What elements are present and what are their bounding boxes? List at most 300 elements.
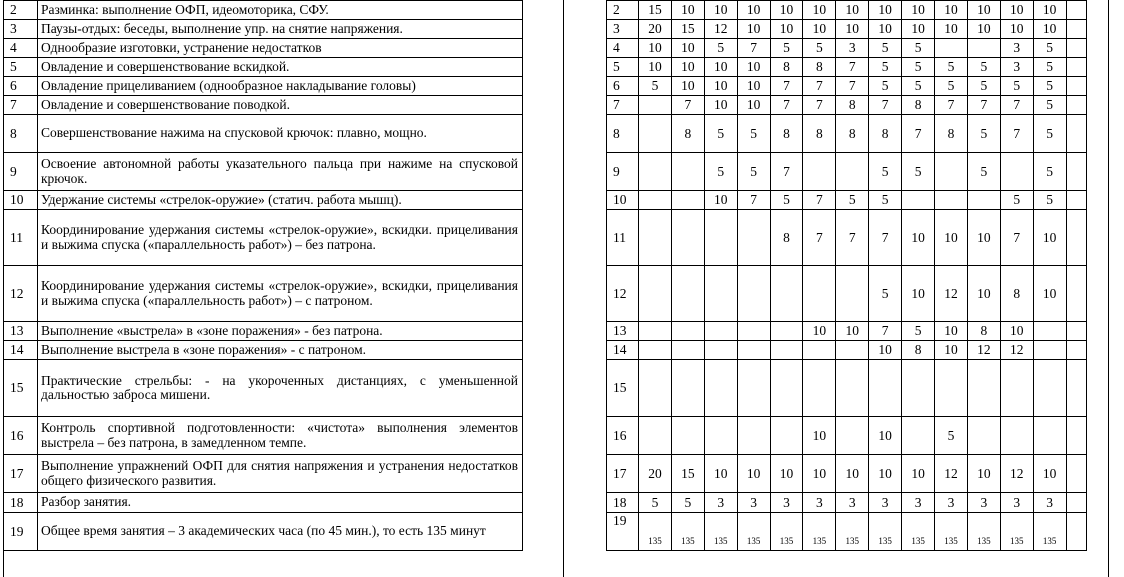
minutes-cell: 5: [639, 77, 672, 96]
minutes-cell: 5: [902, 39, 935, 58]
minutes-cell: 5: [1033, 153, 1066, 191]
minutes-cell: [704, 360, 737, 417]
minutes-cell: 8: [869, 115, 902, 153]
minutes-cell: 3: [1000, 493, 1033, 513]
minutes-cell: 10: [935, 341, 968, 360]
minutes-cell: 5: [1033, 58, 1066, 77]
empty-cell: [1066, 77, 1086, 96]
minutes-cell: [737, 341, 770, 360]
minutes-cell: 3: [836, 493, 869, 513]
minutes-cell: 10: [902, 1, 935, 20]
exercise-description: Выполнение выстрела в «зоне поражения» - с патроном.: [38, 341, 523, 360]
minutes-cell: [803, 341, 836, 360]
empty-cell: [1066, 341, 1086, 360]
minutes-cell: 12: [935, 266, 968, 322]
minutes-cell: 10: [836, 455, 869, 493]
minutes-cell: 3: [770, 493, 803, 513]
minutes-cell: 8: [967, 322, 1000, 341]
minutes-cell: 3: [967, 493, 1000, 513]
minutes-cell: [1000, 153, 1033, 191]
row-number: 19: [607, 513, 639, 551]
minutes-cell: 7: [803, 96, 836, 115]
minutes-cell: 5: [770, 191, 803, 210]
minutes-cell: 10: [803, 20, 836, 39]
exercise-description: Паузы-отдых: беседы, выполнение упр. на снятие напряжения.: [38, 20, 523, 39]
row-number: 12: [607, 266, 639, 322]
minutes-cell: [639, 96, 672, 115]
minutes-cell: 10: [671, 39, 704, 58]
exercise-number: 8: [4, 115, 38, 153]
minutes-cell: 3: [1033, 493, 1066, 513]
minutes-cell: [1000, 360, 1033, 417]
minutes-cell: 135: [704, 513, 737, 551]
minutes-cell: 5: [1033, 77, 1066, 96]
minutes-cell: 10: [803, 322, 836, 341]
empty-cell: [1066, 96, 1086, 115]
row-number: 8: [607, 115, 639, 153]
minutes-cell: 5: [1033, 191, 1066, 210]
minutes-row: [607, 77, 1087, 96]
minutes-cell: 7: [770, 153, 803, 191]
minutes-row: [607, 341, 1087, 360]
minutes-cell: 10: [1033, 210, 1066, 266]
exercise-description: Контроль спортивной подготовленности: «чистота» выполнения элементов выстрела – без патрона, в замедленном темпе.: [38, 417, 523, 455]
row-number: 16: [607, 417, 639, 455]
minutes-cell: 135: [902, 513, 935, 551]
minutes-cell: 10: [803, 455, 836, 493]
minutes-cell: [737, 360, 770, 417]
minutes-cell: 7: [836, 210, 869, 266]
minutes-cell: 7: [1000, 210, 1033, 266]
exercise-description: Овладение и совершенствование поводкой.: [38, 96, 523, 115]
empty-cell: [1066, 513, 1086, 551]
minutes-cell: 5: [902, 77, 935, 96]
minutes-cell: 10: [1033, 1, 1066, 20]
minutes-cell: 8: [770, 115, 803, 153]
exercise-number: 5: [4, 58, 38, 77]
minutes-cell: 10: [935, 20, 968, 39]
minutes-cell: 8: [770, 58, 803, 77]
minutes-cell: [671, 153, 704, 191]
minutes-cell: [1000, 417, 1033, 455]
minutes-row: [607, 360, 1087, 417]
exercise-description: Общее время занятия – 3 академических часа (по 45 мин.), то есть 135 минут: [38, 513, 523, 551]
minutes-cell: [1033, 341, 1066, 360]
minutes-cell: 5: [1000, 77, 1033, 96]
row-number: 3: [607, 20, 639, 39]
minutes-cell: 10: [935, 322, 968, 341]
minutes-cell: 7: [869, 210, 902, 266]
minutes-cell: 10: [770, 20, 803, 39]
minutes-cell: 10: [902, 455, 935, 493]
minutes-cell: 8: [770, 210, 803, 266]
row-number: 6: [607, 77, 639, 96]
exercise-number: 15: [4, 360, 38, 417]
minutes-cell: 135: [869, 513, 902, 551]
exercise-number: 14: [4, 341, 38, 360]
minutes-cell: 5: [869, 191, 902, 210]
minutes-cell: [704, 210, 737, 266]
minutes-cell: [704, 417, 737, 455]
minutes-cell: [639, 322, 672, 341]
minutes-row: [607, 322, 1087, 341]
minutes-cell: [1033, 360, 1066, 417]
exercise-row: [4, 115, 523, 153]
minutes-cell: 3: [902, 493, 935, 513]
minutes-cell: 10: [737, 77, 770, 96]
minutes-cell: 8: [1000, 266, 1033, 322]
minutes-cell: [639, 115, 672, 153]
minutes-cell: [671, 417, 704, 455]
minutes-cell: 5: [902, 58, 935, 77]
minutes-cell: 7: [803, 210, 836, 266]
minutes-cell: 7: [836, 77, 869, 96]
minutes-cell: 8: [671, 115, 704, 153]
minutes-cell: 12: [1000, 455, 1033, 493]
exercise-row: [4, 360, 523, 417]
minutes-cell: 5: [1033, 96, 1066, 115]
minutes-cell: 8: [836, 115, 869, 153]
minutes-cell: 10: [902, 210, 935, 266]
exercise-description: Овладение прицеливанием (однообразное накладывание головы): [38, 77, 523, 96]
minutes-cell: 10: [770, 455, 803, 493]
minutes-cell: 10: [770, 1, 803, 20]
minutes-row: [607, 1, 1087, 20]
time-distribution-table: [606, 0, 1087, 551]
minutes-cell: [671, 360, 704, 417]
minutes-cell: [639, 153, 672, 191]
exercise-description: Разбор занятия.: [38, 493, 523, 513]
minutes-cell: 20: [639, 20, 672, 39]
exercise-number: 16: [4, 417, 38, 455]
minutes-cell: [639, 360, 672, 417]
exercise-description: Совершенствование нажима на спусковой крючок: плавно, мощно.: [38, 115, 523, 153]
exercise-description: Освоение автономной работы указательного пальца при нажиме на спусковой крючок.: [38, 153, 523, 191]
minutes-row: [607, 96, 1087, 115]
exercise-row: [4, 20, 523, 39]
minutes-cell: 10: [704, 455, 737, 493]
minutes-cell: 8: [935, 115, 968, 153]
minutes-cell: [639, 191, 672, 210]
minutes-cell: 7: [737, 39, 770, 58]
minutes-cell: 5: [1033, 115, 1066, 153]
minutes-cell: 10: [1000, 322, 1033, 341]
minutes-cell: 15: [639, 1, 672, 20]
minutes-cell: 5: [935, 77, 968, 96]
minutes-cell: 12: [935, 455, 968, 493]
exercise-description: Практические стрельбы: - на укороченных дистанциях, с уменьшенной дальностью заброса мишени.: [38, 360, 523, 417]
minutes-cell: 3: [704, 493, 737, 513]
minutes-cell: 10: [967, 266, 1000, 322]
minutes-cell: 135: [671, 513, 704, 551]
minutes-cell: 5: [704, 115, 737, 153]
minutes-cell: [704, 341, 737, 360]
minutes-cell: [1033, 417, 1066, 455]
minutes-cell: 135: [1033, 513, 1066, 551]
minutes-cell: [737, 266, 770, 322]
exercise-number: 10: [4, 191, 38, 210]
minutes-cell: 10: [704, 58, 737, 77]
minutes-row: [607, 266, 1087, 322]
minutes-row: [607, 20, 1087, 39]
minutes-cell: [671, 266, 704, 322]
minutes-cell: [737, 210, 770, 266]
exercise-number: 9: [4, 153, 38, 191]
minutes-cell: 135: [639, 513, 672, 551]
minutes-row: [607, 39, 1087, 58]
minutes-cell: 8: [902, 341, 935, 360]
minutes-cell: 5: [737, 153, 770, 191]
minutes-cell: 7: [737, 191, 770, 210]
minutes-cell: 8: [803, 115, 836, 153]
empty-cell: [1066, 266, 1086, 322]
minutes-cell: 10: [704, 77, 737, 96]
minutes-cell: 10: [803, 417, 836, 455]
minutes-cell: 10: [1000, 20, 1033, 39]
minutes-cell: 12: [967, 341, 1000, 360]
minutes-cell: 3: [1000, 58, 1033, 77]
minutes-cell: 5: [671, 493, 704, 513]
minutes-cell: 10: [836, 322, 869, 341]
minutes-cell: 10: [671, 58, 704, 77]
minutes-cell: 10: [902, 266, 935, 322]
exercise-row: [4, 58, 523, 77]
minutes-cell: 10: [704, 1, 737, 20]
minutes-cell: 5: [967, 58, 1000, 77]
exercise-description: Координирование удержания системы «стрелок-оружие», вскидки. прицеливания и выжима спуска («параллельность работ») – без патрона.: [38, 210, 523, 266]
empty-cell: [1066, 493, 1086, 513]
minutes-cell: 10: [671, 1, 704, 20]
minutes-cell: [770, 360, 803, 417]
exercise-number: 2: [4, 1, 38, 20]
row-number: 4: [607, 39, 639, 58]
exercise-description: Удержание системы «стрелок-оружие» (статич. работа мышц).: [38, 191, 523, 210]
empty-cell: [1066, 322, 1086, 341]
minutes-cell: [737, 322, 770, 341]
minutes-cell: 135: [770, 513, 803, 551]
minutes-cell: [803, 266, 836, 322]
minutes-cell: 10: [869, 341, 902, 360]
minutes-cell: 7: [869, 96, 902, 115]
minutes-cell: [639, 341, 672, 360]
empty-cell: [1066, 58, 1086, 77]
separator-line-1: [563, 0, 564, 577]
minutes-cell: 10: [639, 58, 672, 77]
exercise-number: 19: [4, 513, 38, 551]
minutes-cell: 10: [671, 77, 704, 96]
minutes-cell: 10: [935, 1, 968, 20]
exercise-row: [4, 153, 523, 191]
minutes-cell: 7: [803, 77, 836, 96]
minutes-cell: [836, 417, 869, 455]
minutes-cell: 10: [737, 96, 770, 115]
minutes-cell: 10: [967, 455, 1000, 493]
row-number: 9: [607, 153, 639, 191]
exercise-description: Выполнение «выстрела» в «зоне поражения» - без патрона.: [38, 322, 523, 341]
exercise-row: [4, 341, 523, 360]
minutes-cell: [902, 191, 935, 210]
minutes-cell: 7: [1000, 115, 1033, 153]
minutes-cell: 5: [935, 58, 968, 77]
minutes-cell: 5: [639, 493, 672, 513]
exercise-description: Однообразие изготовки, устранение недостатков: [38, 39, 523, 58]
minutes-cell: 5: [902, 322, 935, 341]
minutes-cell: 8: [836, 96, 869, 115]
minutes-cell: 10: [704, 96, 737, 115]
exercise-number: 17: [4, 455, 38, 493]
minutes-cell: 5: [704, 153, 737, 191]
minutes-cell: 10: [737, 20, 770, 39]
empty-cell: [1066, 39, 1086, 58]
minutes-cell: 5: [869, 58, 902, 77]
minutes-cell: 7: [671, 96, 704, 115]
minutes-cell: 3: [737, 493, 770, 513]
minutes-cell: 5: [869, 153, 902, 191]
minutes-cell: 5: [869, 77, 902, 96]
minutes-cell: 7: [869, 322, 902, 341]
exercise-description: Разминка: выполнение ОФП, идеомоторика, СФУ.: [38, 1, 523, 20]
minutes-cell: 10: [836, 1, 869, 20]
minutes-cell: [869, 360, 902, 417]
minutes-cell: 3: [869, 493, 902, 513]
minutes-cell: 135: [967, 513, 1000, 551]
exercise-row: [4, 417, 523, 455]
exercise-row: [4, 266, 523, 322]
minutes-cell: 135: [803, 513, 836, 551]
minutes-cell: 8: [902, 96, 935, 115]
empty-cell: [1066, 455, 1086, 493]
exercise-list-table: [3, 0, 523, 551]
minutes-cell: [671, 341, 704, 360]
row-number: 17: [607, 455, 639, 493]
minutes-row: [607, 115, 1087, 153]
minutes-cell: [704, 322, 737, 341]
minutes-cell: [770, 417, 803, 455]
minutes-cell: 10: [737, 455, 770, 493]
minutes-cell: [967, 191, 1000, 210]
exercise-number: 12: [4, 266, 38, 322]
minutes-cell: 15: [671, 20, 704, 39]
minutes-cell: [902, 417, 935, 455]
exercise-number: 3: [4, 20, 38, 39]
minutes-row: [607, 493, 1087, 513]
minutes-cell: 135: [1000, 513, 1033, 551]
row-number: 10: [607, 191, 639, 210]
minutes-cell: [836, 341, 869, 360]
minutes-cell: 5: [967, 115, 1000, 153]
minutes-cell: [639, 210, 672, 266]
minutes-cell: 5: [967, 77, 1000, 96]
minutes-cell: [770, 322, 803, 341]
minutes-cell: [967, 360, 1000, 417]
minutes-row: [607, 153, 1087, 191]
minutes-cell: 10: [967, 210, 1000, 266]
exercise-number: 6: [4, 77, 38, 96]
minutes-cell: 10: [1033, 20, 1066, 39]
empty-cell: [1066, 153, 1086, 191]
minutes-cell: 10: [902, 20, 935, 39]
minutes-cell: 12: [704, 20, 737, 39]
minutes-cell: 5: [770, 39, 803, 58]
minutes-cell: 8: [803, 58, 836, 77]
minutes-cell: 10: [869, 417, 902, 455]
minutes-row: [607, 417, 1087, 455]
minutes-cell: 5: [967, 153, 1000, 191]
minutes-cell: [671, 191, 704, 210]
exercise-row: [4, 210, 523, 266]
minutes-cell: 10: [737, 1, 770, 20]
exercise-number: 11: [4, 210, 38, 266]
minutes-cell: [902, 360, 935, 417]
row-number: 15: [607, 360, 639, 417]
minutes-cell: 5: [869, 39, 902, 58]
minutes-cell: 10: [1033, 455, 1066, 493]
minutes-cell: 5: [737, 115, 770, 153]
minutes-row: [607, 513, 1087, 551]
minutes-cell: 7: [803, 191, 836, 210]
exercise-row: [4, 77, 523, 96]
minutes-cell: 10: [836, 20, 869, 39]
minutes-cell: [671, 210, 704, 266]
row-number: 18: [607, 493, 639, 513]
minutes-cell: 10: [803, 1, 836, 20]
minutes-cell: 10: [704, 191, 737, 210]
minutes-cell: 10: [869, 1, 902, 20]
exercise-description: Овладение и совершенствование вскидкой.: [38, 58, 523, 77]
minutes-cell: [935, 360, 968, 417]
minutes-cell: 10: [869, 20, 902, 39]
minutes-cell: [836, 360, 869, 417]
minutes-cell: 7: [770, 77, 803, 96]
exercise-row: [4, 191, 523, 210]
minutes-cell: 5: [869, 266, 902, 322]
exercise-row: [4, 39, 523, 58]
minutes-cell: 20: [639, 455, 672, 493]
minutes-row: [607, 191, 1087, 210]
empty-cell: [1066, 115, 1086, 153]
minutes-cell: 10: [737, 58, 770, 77]
exercise-row: [4, 513, 523, 551]
exercise-number: 18: [4, 493, 38, 513]
minutes-cell: [639, 266, 672, 322]
row-number: 7: [607, 96, 639, 115]
minutes-cell: 3: [1000, 39, 1033, 58]
row-number: 14: [607, 341, 639, 360]
minutes-cell: [836, 153, 869, 191]
separator-line-2: [1108, 0, 1109, 577]
minutes-cell: [836, 266, 869, 322]
minutes-cell: 3: [803, 493, 836, 513]
minutes-cell: 5: [1000, 191, 1033, 210]
minutes-cell: 10: [1000, 1, 1033, 20]
empty-cell: [1066, 360, 1086, 417]
minutes-cell: 135: [935, 513, 968, 551]
minutes-cell: [1033, 322, 1066, 341]
exercise-description: Координирование удержания системы «стрелок-оружие», вскидки, прицеливания и выжима спуска («параллельность работ») – с патроном.: [38, 266, 523, 322]
exercise-number: 13: [4, 322, 38, 341]
minutes-cell: 7: [967, 96, 1000, 115]
minutes-cell: [935, 191, 968, 210]
minutes-cell: 135: [836, 513, 869, 551]
minutes-cell: 5: [704, 39, 737, 58]
minutes-cell: [770, 266, 803, 322]
exercise-row: [4, 493, 523, 513]
minutes-cell: 10: [967, 20, 1000, 39]
minutes-cell: [737, 417, 770, 455]
empty-cell: [1066, 1, 1086, 20]
minutes-cell: [935, 153, 968, 191]
minutes-cell: 5: [836, 191, 869, 210]
